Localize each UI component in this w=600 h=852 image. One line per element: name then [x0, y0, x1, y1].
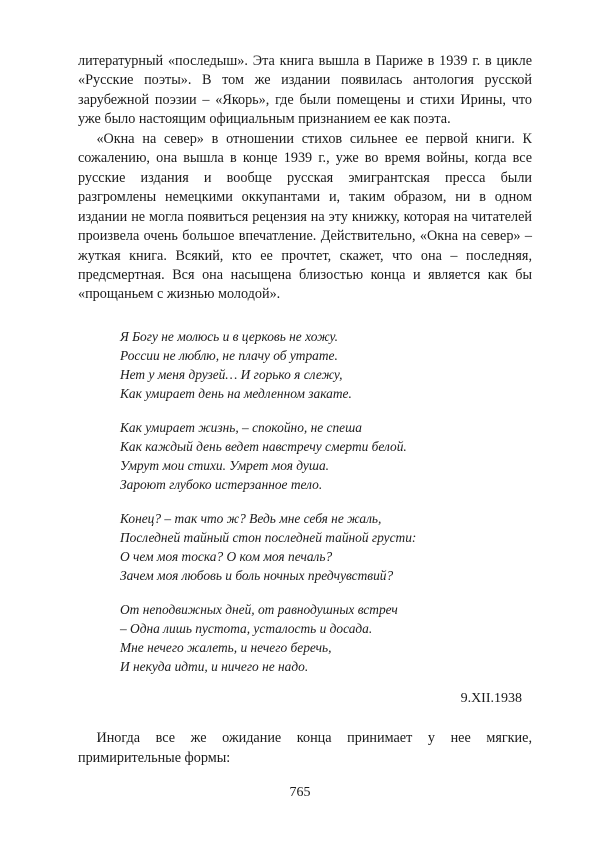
- poem-block: [78, 327, 532, 708]
- poem-line: И некуда идти, и ничего не надо.: [120, 659, 309, 675]
- closing-paragraph: Иногда все же ожидание конца принимает у нее мягкие, примирительные формы:: [78, 730, 532, 766]
- paragraph-1: литературный «последыш». Эта книга вышла в Париже в 1939 г. в цикле «Русские поэты». В том же издании появилась антология русской зарубежной поэзии – «Якорь», где были помещены и стихи Ирины, что уже было настоящим официальным признанием ее как поэта.: [78, 53, 532, 128]
- poem-line: Мне нечего жалеть, и нечего беречь,: [120, 640, 332, 656]
- poem-line: Последней тайный стон последней тайной грусти:: [120, 530, 417, 546]
- poem-line: Я Богу не молюсь и в церковь не хожу.: [120, 328, 338, 344]
- poem-stanza: [120, 600, 532, 676]
- body-text-block: [78, 52, 532, 305]
- poem-line: – Одна лишь пустота, усталость и досада.: [120, 621, 373, 637]
- paragraph-2: «Окна на север» в отношении стихов сильнее ее первой книги. К сожалению, она вышла в конце 1939 г., уже во время войны, когда все русские издания и вообще русская эмигрантская пресса были разгромлены немецкими оккупантами и, таким образом, ни в одном издании не могла появиться рецензия на эту книжку, которая на читателей произвела очень большое впечатление. Действительно, «Окна на север» – жуткая книга. Всякий, кто ее прочтет, скажет, что она – последняя, предсмертная. Вся она насыщена близостью конца и является как бы «прощаньем с жизнью молодой».: [78, 130, 532, 303]
- poem-line: Конец? – так что ж? Ведь мне себя не жаль,: [120, 511, 382, 527]
- poem-stanza: [120, 418, 532, 494]
- page-number: 765: [289, 785, 311, 800]
- poem-line: Зачем моя любовь и боль ночных предчувствий?: [120, 568, 394, 584]
- poem-stanza: [120, 509, 532, 585]
- poem-line: Как каждый день ведет навстречу смерти белой.: [120, 439, 407, 455]
- poem-line: Нет у меня друзей… И горько я слежу,: [120, 366, 343, 382]
- poem-line: От неподвижных дней, от равнодушных встреч: [120, 602, 398, 618]
- poem-line: Зароют глубоко истерзанное тело.: [120, 477, 323, 493]
- poem-line: О чем моя тоска? О ком моя печаль?: [120, 549, 333, 565]
- closing-text-block: [78, 729, 532, 768]
- poem-line: Как умирает день на медленном закате.: [120, 385, 352, 401]
- poem-line: Как умирает жизнь, – спокойно, не спеша: [120, 420, 362, 436]
- poem-stanza: [120, 327, 532, 403]
- poem-date: 9.XII.1938: [460, 691, 522, 707]
- poem-line: Умрут мои стихи. Умрет моя душа.: [120, 458, 329, 474]
- poem-line: России не люблю, не плачу об утрате.: [120, 347, 338, 363]
